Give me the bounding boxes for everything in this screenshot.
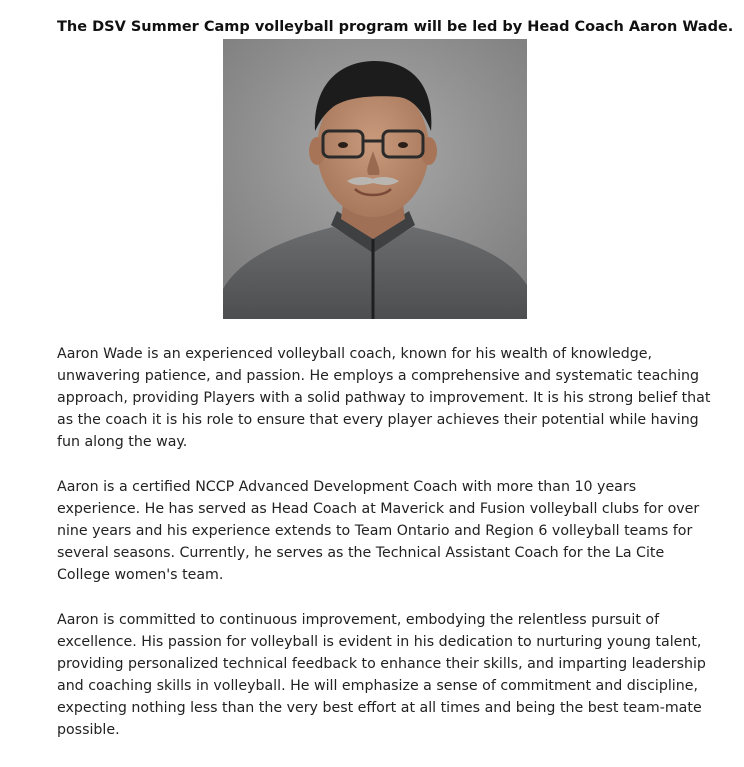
bio-paragraph-1: Aaron Wade is an experienced volleyball coach, known for his wealth of knowledge, unwavering patience, and passion. He employs a comprehensive and systematic teaching approach, providing Players with a solid pathway to improvement. It is his strong belief that as the coach it is his role to ensure that every player achieves their potential while having fun along the way.	[57, 346, 711, 450]
page-heading: The DSV Summer Camp volleyball program will be led by Head Coach Aaron Wade.	[57, 19, 734, 35]
bio-paragraph-3: Aaron is committed to continuous improvement, embodying the relentless pursuit of excellence. His passion for volleyball is evident in his dedication to nurturing young talent, providing personalized technical feedback to enhance their skills, and imparting leadership and coaching skills in volleyball. He will emphasize a sense of commitment and discipline, expecting nothing less than the very best effort at all times and being the best team-mate possible.	[57, 612, 706, 738]
bio-paragraph-2: Aaron is a certified NCCP Advanced Development Coach with more than 10 years experience. He has served as Head Coach at Maverick and Fusion volleyball clubs for over nine years and his experience extends to Team Ontario and Region 6 volleyball teams for several seasons. Currently, he serves as the Technical Assistant Coach for the La Cite College women's team.	[57, 479, 700, 583]
portrait-illustration	[223, 39, 527, 319]
coach-portrait-photo	[223, 39, 527, 319]
